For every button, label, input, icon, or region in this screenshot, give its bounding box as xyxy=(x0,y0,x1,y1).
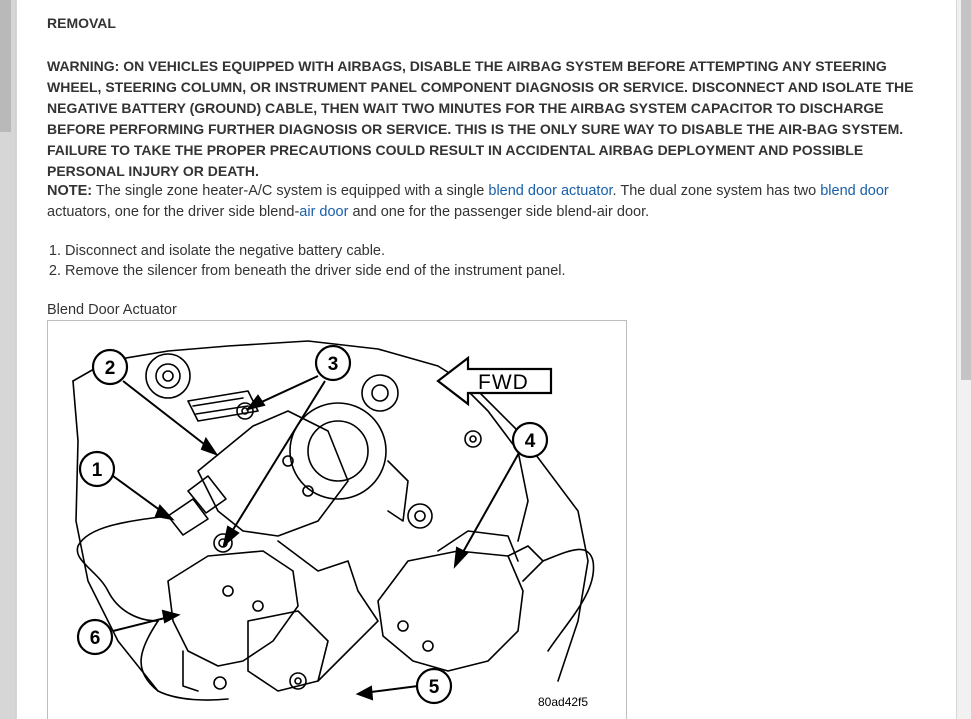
lower-duct xyxy=(248,611,328,691)
svg-text:3: 3 xyxy=(327,354,339,375)
callout-6 xyxy=(78,620,112,654)
blend-door-link[interactable]: blend door xyxy=(820,183,889,199)
svg-text:6: 6 xyxy=(89,628,101,649)
leader-line xyxy=(123,381,213,451)
svg-text:4: 4 xyxy=(524,431,536,452)
actuator-diagram xyxy=(48,321,626,719)
section-heading: REMOVAL xyxy=(47,15,116,31)
blend-door-actuator-figure xyxy=(47,320,627,719)
figure-caption: Blend Door Actuator xyxy=(47,302,177,318)
svg-text:2: 2 xyxy=(104,358,116,379)
callout-1 xyxy=(80,452,114,486)
arrowhead-icon xyxy=(156,506,172,519)
arrowhead-icon xyxy=(202,439,216,454)
airbag-warning: WARNING: ON VEHICLES EQUIPPED WITH AIRBAGS, DISABLE THE AIRBAG SYSTEM BEFORE ATTEMPTING ANY STEERING WHEEL, STEERING COLUMN, OR INSTRUMENT PANEL COMPONENT DIAGNOSIS OR SERVICE. DISCONNECT AND ISOLATE THE NEGATIVE BATTERY (GROUND) CABLE, THEN WAIT TWO MINUTES FOR THE AIRBAG SYSTEM CAPACITOR TO DISCHARGE BEFORE PERFORMING FURTHER DIAGNOSIS OR SERVICE. THIS IS THE ONLY SURE WAY TO DISABLE THE AIR-BAG SYSTEM. FAILURE TO TAKE THE PROPER PRECAUTIONS COULD RESULT IN ACCIDENTAL AIRBAG DEPLOYMENT AND POSSIBLE PERSONAL INJURY OR DEATH. xyxy=(47,58,914,179)
right-actuator-body xyxy=(378,551,523,671)
note-text-4: and one for the passenger side blend-air door. xyxy=(348,204,650,220)
note-label: NOTE: xyxy=(47,183,93,199)
fwd-label: FWD xyxy=(478,371,529,394)
callout-2 xyxy=(93,350,127,384)
arrowhead-icon xyxy=(224,527,238,545)
article-panel xyxy=(17,0,956,719)
pulley xyxy=(362,375,398,411)
note-text-1: The single zone heater-A/C system is equipped with a single xyxy=(92,183,489,199)
blower-pulley xyxy=(146,354,190,398)
note-text-3: actuators, one for the driver side blend- xyxy=(47,204,300,220)
note-text-2: . The dual zone system has two xyxy=(612,183,821,199)
upper-actuator-connector xyxy=(188,476,226,513)
step-item: 1. Disconnect and isolate the negative battery cable. xyxy=(65,241,566,261)
upper-actuator-body xyxy=(198,411,348,536)
right-scroll-thumb[interactable] xyxy=(961,0,971,380)
svg-text:1: 1 xyxy=(91,460,103,481)
arrowhead-icon xyxy=(248,396,264,409)
left-scroll-thumb[interactable] xyxy=(0,0,11,132)
figure-code: 80ad42f5 xyxy=(538,695,589,709)
arrowhead-icon xyxy=(455,548,467,566)
callout-3 xyxy=(316,346,350,380)
callout-5 xyxy=(417,669,451,703)
blower-wheel xyxy=(290,403,386,499)
note-paragraph xyxy=(47,181,937,223)
lower-actuator-body xyxy=(168,551,298,666)
arrowhead-icon xyxy=(358,687,372,699)
wire-harness-left xyxy=(77,516,168,621)
arrowhead-icon xyxy=(163,611,178,622)
svg-text:5: 5 xyxy=(428,677,440,698)
callout-4 xyxy=(513,423,547,457)
step-item: 2. Remove the silencer from beneath the driver side end of the instrument panel. xyxy=(65,261,566,281)
blend-door-actuator-link[interactable]: blend door actuator xyxy=(488,183,613,199)
wire-harness-right xyxy=(543,549,594,651)
air-door-link[interactable]: air door xyxy=(299,204,349,220)
removal-steps xyxy=(47,241,566,281)
housing-rib xyxy=(468,391,528,541)
